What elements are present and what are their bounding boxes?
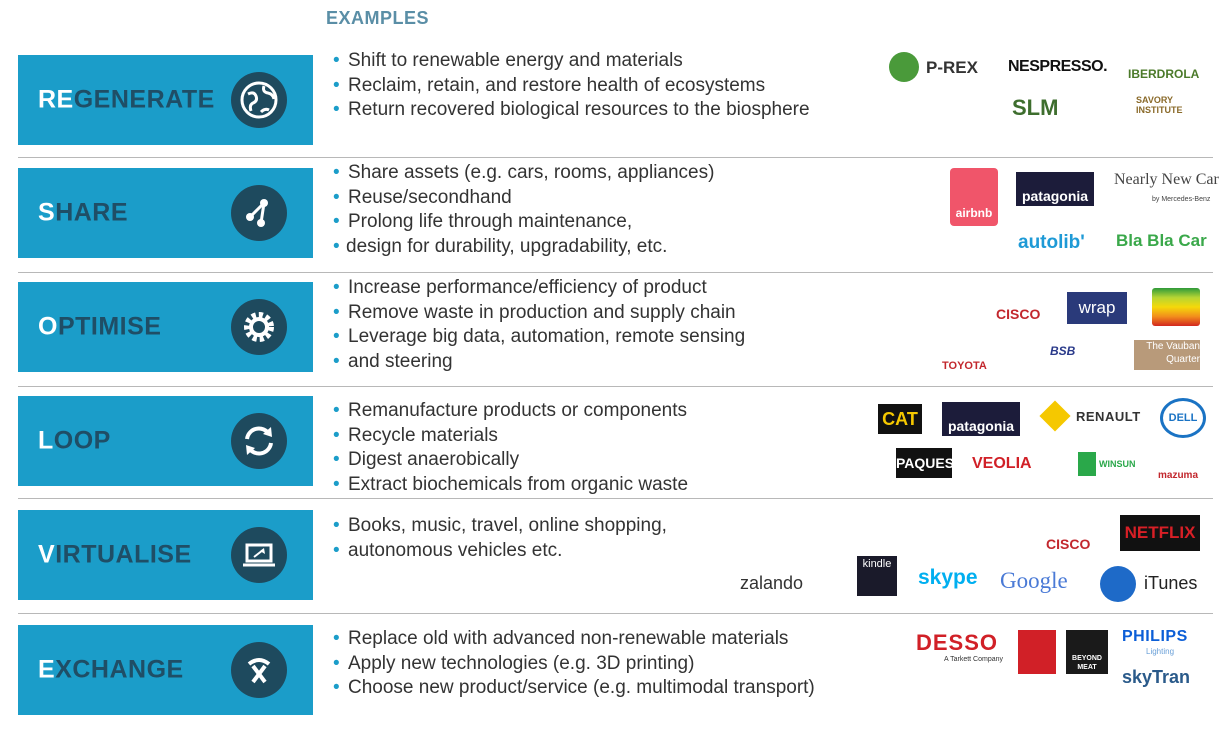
bullets-share (333, 161, 714, 259)
logo-savory: SAVORY INSTITUTE (1136, 95, 1183, 115)
logo-renault: RENAULT (1076, 409, 1141, 424)
logo-prex: P-REX (926, 58, 978, 77)
logo-patagonia: patagonia (1016, 172, 1094, 206)
bullets-virtualise (333, 514, 667, 563)
bullet-item: • Leverage big data, automation, remote sensing (333, 325, 745, 350)
globe-icon (231, 72, 287, 128)
logo-prex-icon (889, 52, 919, 82)
bullet-item: • Replace old with advanced non-renewable materials (333, 627, 815, 652)
logo-dell: DELL (1160, 398, 1206, 438)
logo-netflix: NETFLIX (1120, 515, 1200, 551)
bullet-item: • Books, music, travel, online shopping, (333, 514, 667, 539)
bullet-item: • Choose new product/service (e.g. multimodal transport) (333, 676, 815, 701)
bullet-item-continuation: • design for durability, upgradability, etc. (333, 235, 714, 260)
label-box-share (18, 168, 313, 258)
bullet-item: • Share assets (e.g. cars, rooms, appliances) (333, 161, 714, 186)
label-box-exchange (18, 625, 313, 715)
bullets-exchange (333, 627, 815, 701)
logo-philips-lighting: Lighting (1146, 647, 1175, 656)
bullet-item: • Return recovered biological resources to the biosphere (333, 98, 810, 123)
bullet-item: • Prolong life through maintenance, (333, 210, 714, 235)
label-regenerate: REGENERATE (38, 85, 215, 114)
logo-wrap: wrap (1067, 292, 1127, 324)
logo-toyota: TOYOTA (942, 360, 987, 372)
logo-beyond-meat: BEYOND MEAT (1066, 630, 1108, 674)
bullet-item: • Remanufacture products or components (333, 399, 688, 424)
logo-mazuma: mazuma (1158, 470, 1199, 481)
loop-icon (231, 413, 287, 469)
bullet-item: • Shift to renewable energy and materials (333, 49, 810, 74)
bullet-item: • Digest anaerobically (333, 448, 688, 473)
bullets-loop (333, 399, 688, 497)
logo-bsb: BSB (1050, 344, 1076, 358)
divider (18, 157, 1213, 158)
logo-veolia: VEOLIA (972, 455, 1032, 472)
logo-patagonia: patagonia (942, 402, 1020, 436)
logo-autolib: autolib' (1018, 232, 1085, 253)
logo-slm: SLM (1012, 95, 1059, 120)
logo-nearly-new-car: Nearly New Car (1114, 171, 1219, 188)
bullets-optimise (333, 276, 745, 374)
bullet-item: • Apply new technologies (e.g. 3D printing) (333, 652, 815, 677)
logo-iberdrola: IBERDROLA (1128, 67, 1200, 81)
label-loop: LOOP (38, 426, 111, 455)
label-box-regenerate (18, 55, 313, 145)
bullet-item-continuation: • autonomous vehicles etc. (333, 539, 667, 564)
label-optimise: OPTIMISE (38, 312, 162, 341)
logo-tarkett: A Tarkett Company (944, 656, 1004, 663)
logo-zalando: zalando (740, 573, 804, 593)
divider (18, 386, 1213, 387)
logo-desso: DESSO (916, 630, 999, 655)
gear-icon (231, 299, 287, 355)
exchange-icon (231, 642, 287, 698)
logo-kindle: kindle (857, 556, 897, 596)
logo-tesla (1018, 630, 1056, 674)
logo-cat: CAT (878, 404, 922, 434)
logo-google: Google (1000, 568, 1068, 593)
label-box-loop (18, 396, 313, 486)
logo-mercedes: by Mercedes-Benz (1152, 196, 1211, 203)
laptop-icon (231, 527, 287, 583)
share-icon (231, 185, 287, 241)
logo-winsun: WINSUN (1078, 452, 1136, 476)
logo-cisco: CISCO (1046, 536, 1091, 552)
divider (18, 272, 1213, 273)
bullet-item: • Increase performance/efficiency of product (333, 276, 745, 301)
bullet-item: • Reclaim, retain, and restore health of ecosystems (333, 74, 810, 99)
logo-cisco: CISCO (996, 306, 1041, 322)
energy-label-icon (1152, 288, 1200, 326)
logo-philips: PHILIPS (1122, 628, 1188, 645)
divider (18, 613, 1213, 614)
itunes-icon (1100, 566, 1136, 602)
logo-skype: skype (918, 566, 978, 589)
logo-itunes: iTunes (1144, 573, 1198, 593)
examples-header: EXAMPLES (326, 8, 430, 28)
label-box-virtualise (18, 510, 313, 600)
logo-paques: PAQUES (896, 448, 952, 478)
logo-skytran: skyTran (1122, 667, 1191, 687)
label-exchange: EXCHANGE (38, 655, 184, 684)
logo-nespresso: NESPRESSO. (1008, 58, 1108, 75)
logo-airbnb: airbnb (950, 168, 998, 226)
label-virtualise: VIRTUALISE (38, 540, 192, 569)
bullet-item: • Reuse/secondhand (333, 186, 714, 211)
renault-diamond-icon (1039, 400, 1070, 431)
label-box-optimise (18, 282, 313, 372)
bullet-item: • Recycle materials (333, 424, 688, 449)
bullet-item-continuation: • and steering (333, 350, 745, 375)
bullet-item: • Remove waste in production and supply chain (333, 301, 745, 326)
logo-vauban: The Vauban Quarter (1134, 340, 1200, 370)
bullet-item: • Extract biochemicals from organic waste (333, 473, 688, 498)
label-share: SHARE (38, 198, 129, 227)
bullets-regenerate (333, 49, 810, 123)
divider (18, 498, 1213, 499)
logo-blablacar: Bla Bla Car (1116, 231, 1207, 250)
